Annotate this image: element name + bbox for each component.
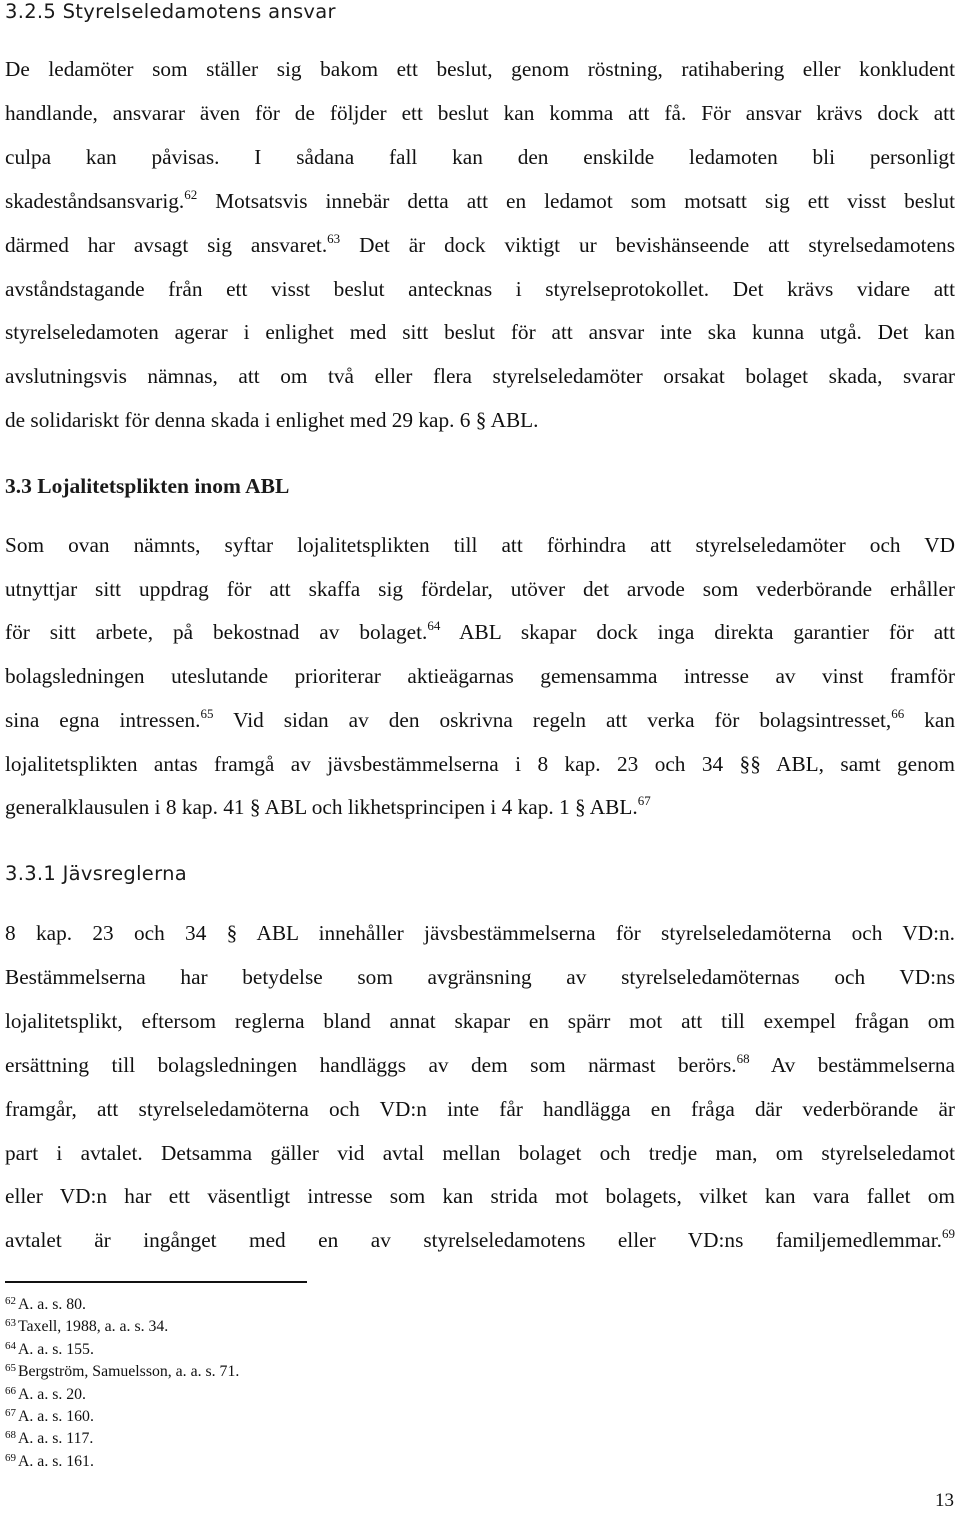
section-heading-3-3-1: 3.3.1 Jävsreglerna bbox=[5, 862, 187, 885]
footnote-number: 65 bbox=[5, 1362, 16, 1375]
line-text: De ledamöter som ställer sig bakom ett beslut, genom röstning, ratihabering eller konkludent bbox=[5, 57, 955, 81]
text-line bbox=[5, 530, 955, 560]
footnote-text: A. a. s. 80. bbox=[18, 1296, 87, 1313]
text-line bbox=[5, 1094, 955, 1124]
footnote-ref: 67 bbox=[637, 793, 651, 809]
footnote-text: A. a. s. 160. bbox=[18, 1408, 94, 1425]
text-line bbox=[5, 1181, 955, 1211]
line-text: Vid sidan av den oskrivna regeln att verka för bolagsintresset, bbox=[213, 707, 892, 732]
footnote bbox=[5, 1292, 86, 1314]
section-heading-3-2-5: 3.2.5 Styrelseledamotens ansvar bbox=[5, 0, 336, 23]
text-line bbox=[5, 98, 955, 128]
text-line bbox=[5, 274, 955, 304]
line-text: part i avtalet. Detsamma gäller vid avtal mellan bolaget och tredje man, om styrelseledamot bbox=[5, 1140, 955, 1165]
text-line bbox=[5, 661, 955, 691]
text-line bbox=[5, 705, 955, 735]
line-text: ABL skapar dock inga direkta garantier för att bbox=[440, 620, 955, 645]
page-number: 13 bbox=[935, 1490, 954, 1511]
footnote-text: A. a. s. 155. bbox=[18, 1340, 94, 1358]
footnote bbox=[5, 1314, 168, 1336]
footnote-number: 66 bbox=[5, 1384, 16, 1397]
line-text: för sitt arbete, på bekostnad av bolaget. bbox=[5, 620, 428, 645]
line-text: eller VD:n har ett väsentligt intresse som kan strida mot bolagets, vilket kan vara fallet om bbox=[5, 1184, 955, 1209]
line-text: avtalet är ingånget med en av styrelseledamotens eller VD:ns familjemedlemmar. bbox=[5, 1228, 942, 1253]
footnote-ref: 69 bbox=[942, 1226, 955, 1242]
footnote bbox=[5, 1359, 239, 1381]
footnote-text: A. a. s. 161. bbox=[18, 1452, 94, 1470]
line-text: avståndstagande från ett visst beslut antecknas i styrelseprotokollet. Det krävs vidare att bbox=[5, 276, 955, 301]
line-text: handlande, ansvarar även för de följder ett beslut kan komma att få. För ansvar krävs dock att bbox=[5, 100, 955, 125]
footnote-number: 67 bbox=[5, 1407, 16, 1419]
text-line bbox=[5, 1225, 955, 1255]
line-text: lojalitetsplikt, eftersom reglerna bland annat skapar en spärr mot att till exempel frågan om bbox=[5, 1008, 955, 1033]
text-line bbox=[5, 1006, 955, 1036]
text-line bbox=[5, 1138, 955, 1168]
footnote-ref: 66 bbox=[891, 705, 905, 721]
line-text: Motsatsvis innebär detta att en ledamot som motsatt sig ett visst beslut bbox=[197, 188, 955, 213]
line-text: avslutningsvis nämnas, att om två eller flera styrelseledamöter orsakat bolaget skada, svarar bbox=[5, 364, 955, 389]
footnote-number: 62 bbox=[5, 1295, 16, 1307]
footnote-ref: 64 bbox=[427, 618, 441, 634]
footnote-number: 69 bbox=[5, 1451, 16, 1464]
footnote bbox=[5, 1337, 94, 1359]
line-text: framgår, att styrelseledamöterna och VD:n inte får handlägga en fråga där vederbörande är bbox=[5, 1096, 955, 1121]
text-line bbox=[5, 918, 955, 948]
text-line bbox=[5, 142, 955, 172]
line-text: Av bestämmelserna bbox=[749, 1052, 955, 1077]
text-line bbox=[5, 361, 955, 391]
footnote-number: 64 bbox=[5, 1339, 16, 1352]
footnote bbox=[5, 1449, 94, 1471]
line-text: bolagsledningen uteslutande prioriterar aktieägarnas gemensamma intresse av vinst framför bbox=[5, 664, 955, 689]
text-line bbox=[5, 186, 955, 216]
footnote-text: A. a. s. 20. bbox=[18, 1385, 87, 1403]
line-text: Bestämmelserna har betydelse som avgränsning av styrelseledamöternas och VD:ns bbox=[5, 964, 955, 989]
footnote-ref: 63 bbox=[327, 230, 341, 246]
line-text: styrelseledamoten agerar i enlighet med sitt beslut för att ansvar inte ska kunna utgå. Det kan bbox=[5, 320, 955, 345]
line-text: ersättning till bolagsledningen handläggs av dem som närmast berörs. bbox=[5, 1052, 737, 1077]
footnote-ref: 68 bbox=[736, 1050, 750, 1066]
text-line bbox=[5, 749, 955, 779]
text-line bbox=[5, 405, 955, 435]
footnote-text: A. a. s. 117. bbox=[18, 1430, 94, 1448]
line-text: sina egna intressen. bbox=[5, 707, 201, 732]
line-text: de solidariskt för denna skada i enlighet med 29 kap. 6 § ABL. bbox=[5, 408, 539, 433]
text-line bbox=[5, 962, 955, 992]
line-text: 8 kap. 23 och 34 § ABL innehåller jävsbestämmelserna för styrelseledamöterna och VD:n. bbox=[5, 921, 955, 945]
footnote-ref: 65 bbox=[200, 705, 214, 721]
footnote bbox=[5, 1426, 93, 1448]
line-text: culpa kan påvisas. I sådana fall kan den enskilde ledamoten bli personligt bbox=[5, 144, 955, 169]
footnote bbox=[5, 1382, 86, 1404]
text-line bbox=[5, 792, 955, 822]
text-line bbox=[5, 617, 955, 647]
line-text: kan bbox=[904, 707, 955, 732]
line-text: därmed har avsagt sig ansvaret. bbox=[5, 232, 328, 257]
footnote-number: 63 bbox=[5, 1317, 16, 1330]
footnote bbox=[5, 1404, 94, 1426]
text-line bbox=[5, 54, 955, 84]
line-text: Som ovan nämnts, syftar lojalitetsplikten till att förhindra att styrelseledamöter och VD bbox=[5, 533, 955, 557]
line-text: utnyttjar sitt uppdrag för att skaffa sig fördelar, utöver det arvode som vederbörande erhåller bbox=[5, 576, 955, 601]
footnote-text: Taxell, 1988, a. a. s. 34. bbox=[18, 1318, 169, 1336]
footnote-text: Bergström, Samuelsson, a. a. s. 71. bbox=[18, 1363, 240, 1381]
line-text: generalklausulen i 8 kap. 41 § ABL och likhetsprincipen i 4 kap. 1 § ABL. bbox=[5, 795, 638, 820]
text-line bbox=[5, 1050, 955, 1080]
section-heading-3-3: 3.3 Lojalitetsplikten inom ABL bbox=[5, 474, 290, 498]
text-line bbox=[5, 230, 955, 260]
line-text: Det är dock viktigt ur bevishänseende att styrelsedamotens bbox=[340, 232, 955, 257]
text-line bbox=[5, 574, 955, 604]
line-text: skadeståndsansvarig. bbox=[5, 188, 185, 213]
line-text: lojalitetsplikten antas framgå av jävsbestämmelserna i 8 kap. 23 och 34 §§ ABL, samt genom bbox=[5, 751, 955, 776]
footnote-ref: 62 bbox=[184, 186, 198, 202]
footnote-number: 68 bbox=[5, 1429, 16, 1442]
text-line bbox=[5, 317, 955, 347]
footnote-separator bbox=[5, 1281, 307, 1283]
